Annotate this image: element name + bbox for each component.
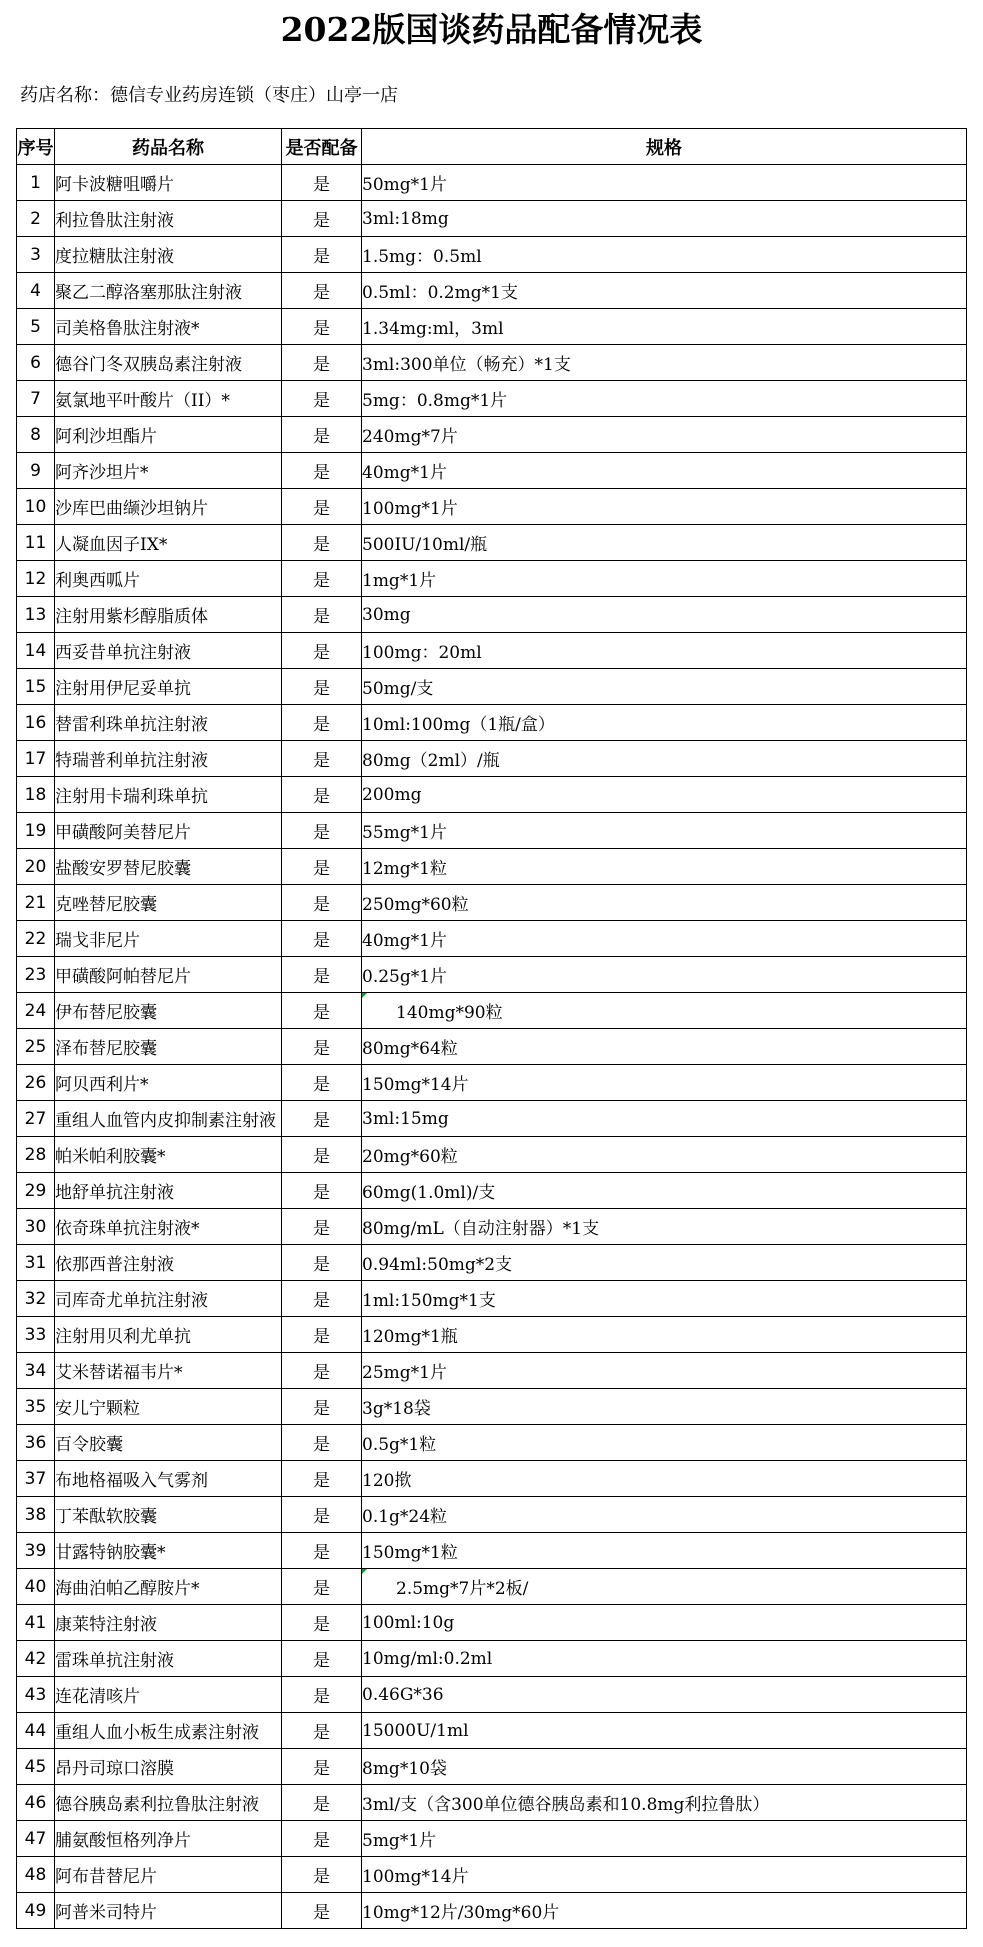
drug-table bbox=[16, 128, 967, 1929]
equipped-status: 是 bbox=[282, 1713, 362, 1749]
drug-name: 阿布昔替尼片 bbox=[55, 1857, 282, 1893]
row-number: 35 bbox=[17, 1389, 55, 1425]
drug-name: 布地格福吸入气雾剂 bbox=[55, 1461, 282, 1497]
table-row bbox=[17, 1137, 967, 1173]
equipped-status: 是 bbox=[282, 1857, 362, 1893]
row-number: 18 bbox=[17, 777, 55, 813]
row-number: 10 bbox=[17, 489, 55, 525]
table-row bbox=[17, 1245, 967, 1281]
drug-spec: 0.5g*1粒 bbox=[362, 1425, 967, 1461]
row-number: 40 bbox=[17, 1569, 55, 1605]
drug-name: 替雷利珠单抗注射液 bbox=[55, 705, 282, 741]
equipped-status: 是 bbox=[282, 633, 362, 669]
row-number: 41 bbox=[17, 1605, 55, 1641]
drug-spec: 50mg/支 bbox=[362, 669, 967, 705]
table-row bbox=[17, 1317, 967, 1353]
equipped-status: 是 bbox=[282, 1785, 362, 1821]
drug-spec: 240mg*7片 bbox=[362, 417, 967, 453]
table-row bbox=[17, 345, 967, 381]
table-row bbox=[17, 1605, 967, 1641]
table-row bbox=[17, 1713, 967, 1749]
equipped-status: 是 bbox=[282, 777, 362, 813]
drug-spec: 30mg bbox=[362, 597, 967, 633]
drug-spec: 8mg*10袋 bbox=[362, 1749, 967, 1785]
drug-spec: 100mg*1片 bbox=[362, 489, 967, 525]
table-row bbox=[17, 1425, 967, 1461]
drug-spec: 0.94ml:50mg*2支 bbox=[362, 1245, 967, 1281]
row-number: 37 bbox=[17, 1461, 55, 1497]
drug-spec: 15000U/1ml bbox=[362, 1713, 967, 1749]
row-number: 7 bbox=[17, 381, 55, 417]
drug-spec: 0.5ml：0.2mg*1支 bbox=[362, 273, 967, 309]
drug-spec: 3ml:300单位（畅充）*1支 bbox=[362, 345, 967, 381]
row-number: 11 bbox=[17, 525, 55, 561]
equipped-status: 是 bbox=[282, 1533, 362, 1569]
table-row bbox=[17, 1065, 967, 1101]
equipped-status: 是 bbox=[282, 957, 362, 993]
drug-name: 西妥昔单抗注射液 bbox=[55, 633, 282, 669]
table-row bbox=[17, 1641, 967, 1677]
equipped-status: 是 bbox=[282, 1065, 362, 1101]
row-number: 38 bbox=[17, 1497, 55, 1533]
equipped-status: 是 bbox=[282, 1101, 362, 1137]
drug-spec: 25mg*1片 bbox=[362, 1353, 967, 1389]
drug-name: 连花清咳片 bbox=[55, 1677, 282, 1713]
row-number: 23 bbox=[17, 957, 55, 993]
drug-spec: 2.5mg*7片*2板/ bbox=[362, 1569, 967, 1605]
drug-spec: 80mg*64粒 bbox=[362, 1029, 967, 1065]
equipped-status: 是 bbox=[282, 453, 362, 489]
equipped-status: 是 bbox=[282, 237, 362, 273]
drug-name: 伊布替尼胶囊 bbox=[55, 993, 282, 1029]
drug-name: 丁苯酞软胶囊 bbox=[55, 1497, 282, 1533]
table-row bbox=[17, 1497, 967, 1533]
equipped-status: 是 bbox=[282, 1497, 362, 1533]
row-number: 34 bbox=[17, 1353, 55, 1389]
drug-spec: 120mg*1瓶 bbox=[362, 1317, 967, 1353]
drug-name: 康莱特注射液 bbox=[55, 1605, 282, 1641]
drug-name: 阿卡波糖咀嚼片 bbox=[55, 165, 282, 201]
equipped-status: 是 bbox=[282, 273, 362, 309]
equipped-status: 是 bbox=[282, 597, 362, 633]
table-row bbox=[17, 1389, 967, 1425]
drug-name: 甘露特钠胶囊* bbox=[55, 1533, 282, 1569]
equipped-status: 是 bbox=[282, 669, 362, 705]
row-number: 9 bbox=[17, 453, 55, 489]
drug-name: 艾米替诺福韦片* bbox=[55, 1353, 282, 1389]
equipped-status: 是 bbox=[282, 1389, 362, 1425]
drug-spec: 500IU/10ml/瓶 bbox=[362, 525, 967, 561]
drug-name: 司美格鲁肽注射液* bbox=[55, 309, 282, 345]
drug-spec: 10mg*12片/30mg*60片 bbox=[362, 1893, 967, 1929]
drug-spec: 55mg*1片 bbox=[362, 813, 967, 849]
drug-name: 利奥西呱片 bbox=[55, 561, 282, 597]
table-row bbox=[17, 633, 967, 669]
equipped-status: 是 bbox=[282, 1353, 362, 1389]
drug-spec: 1mg*1片 bbox=[362, 561, 967, 597]
table-row bbox=[17, 201, 967, 237]
equipped-status: 是 bbox=[282, 1677, 362, 1713]
drug-name: 司库奇尤单抗注射液 bbox=[55, 1281, 282, 1317]
equipped-status: 是 bbox=[282, 525, 362, 561]
table-row bbox=[17, 1677, 967, 1713]
row-number: 20 bbox=[17, 849, 55, 885]
table-row bbox=[17, 489, 967, 525]
drug-name: 盐酸安罗替尼胶囊 bbox=[55, 849, 282, 885]
table-row bbox=[17, 597, 967, 633]
row-number: 3 bbox=[17, 237, 55, 273]
table-row bbox=[17, 417, 967, 453]
cell-marker-icon bbox=[362, 1569, 367, 1574]
table-row bbox=[17, 1569, 967, 1605]
row-number: 33 bbox=[17, 1317, 55, 1353]
table-row bbox=[17, 1461, 967, 1497]
header-spec: 规格 bbox=[362, 129, 967, 165]
drug-name: 人凝血因子IX* bbox=[55, 525, 282, 561]
equipped-status: 是 bbox=[282, 1209, 362, 1245]
row-number: 2 bbox=[17, 201, 55, 237]
header-no: 序号 bbox=[17, 129, 55, 165]
drug-spec: 3g*18袋 bbox=[362, 1389, 967, 1425]
row-number: 31 bbox=[17, 1245, 55, 1281]
drug-spec: 60mg(1.0ml)/支 bbox=[362, 1173, 967, 1209]
drug-name: 特瑞普利单抗注射液 bbox=[55, 741, 282, 777]
drug-spec: 0.25g*1片 bbox=[362, 957, 967, 993]
drug-name: 阿普米司特片 bbox=[55, 1893, 282, 1929]
row-number: 26 bbox=[17, 1065, 55, 1101]
drug-name: 阿利沙坦酯片 bbox=[55, 417, 282, 453]
drug-spec: 150mg*1粒 bbox=[362, 1533, 967, 1569]
equipped-status: 是 bbox=[282, 705, 362, 741]
equipped-status: 是 bbox=[282, 1605, 362, 1641]
drug-name: 甲磺酸阿帕替尼片 bbox=[55, 957, 282, 993]
equipped-status: 是 bbox=[282, 561, 362, 597]
drug-name: 瑞戈非尼片 bbox=[55, 921, 282, 957]
equipped-status: 是 bbox=[282, 381, 362, 417]
table-row bbox=[17, 381, 967, 417]
table-row bbox=[17, 1173, 967, 1209]
row-number: 6 bbox=[17, 345, 55, 381]
equipped-status: 是 bbox=[282, 1029, 362, 1065]
drug-spec: 80mg/mL（自动注射器）*1支 bbox=[362, 1209, 967, 1245]
equipped-status: 是 bbox=[282, 741, 362, 777]
drug-name: 依奇珠单抗注射液* bbox=[55, 1209, 282, 1245]
table-row bbox=[17, 1281, 967, 1317]
row-number: 14 bbox=[17, 633, 55, 669]
row-number: 32 bbox=[17, 1281, 55, 1317]
drug-name: 注射用伊尼妥单抗 bbox=[55, 669, 282, 705]
row-number: 22 bbox=[17, 921, 55, 957]
table-body bbox=[17, 165, 967, 1929]
table-row bbox=[17, 1101, 967, 1137]
drug-name: 度拉糖肽注射液 bbox=[55, 237, 282, 273]
drug-name: 阿齐沙坦片* bbox=[55, 453, 282, 489]
equipped-status: 是 bbox=[282, 885, 362, 921]
equipped-status: 是 bbox=[282, 1137, 362, 1173]
header-drug-name: 药品名称 bbox=[55, 129, 282, 165]
drug-name: 阿贝西利片* bbox=[55, 1065, 282, 1101]
table-row bbox=[17, 165, 967, 201]
row-number: 39 bbox=[17, 1533, 55, 1569]
table-row bbox=[17, 885, 967, 921]
row-number: 48 bbox=[17, 1857, 55, 1893]
equipped-status: 是 bbox=[282, 1425, 362, 1461]
table-row bbox=[17, 561, 967, 597]
equipped-status: 是 bbox=[282, 849, 362, 885]
equipped-status: 是 bbox=[282, 1245, 362, 1281]
row-number: 8 bbox=[17, 417, 55, 453]
table-row bbox=[17, 957, 967, 993]
drug-spec: 40mg*1片 bbox=[362, 453, 967, 489]
drug-name: 百令胶囊 bbox=[55, 1425, 282, 1461]
drug-name: 注射用卡瑞利珠单抗 bbox=[55, 777, 282, 813]
row-number: 1 bbox=[17, 165, 55, 201]
drug-name: 德谷胰岛素利拉鲁肽注射液 bbox=[55, 1785, 282, 1821]
table-header-row bbox=[17, 129, 967, 165]
row-number: 28 bbox=[17, 1137, 55, 1173]
equipped-status: 是 bbox=[282, 165, 362, 201]
table-row bbox=[17, 1785, 967, 1821]
drug-spec: 3ml:15mg bbox=[362, 1101, 967, 1137]
equipped-status: 是 bbox=[282, 1173, 362, 1209]
drug-name: 氨氯地平叶酸片（II）* bbox=[55, 381, 282, 417]
drug-spec: 3ml/支（含300单位德谷胰岛素和10.8mg利拉鲁肽） bbox=[362, 1785, 967, 1821]
drug-spec: 250mg*60粒 bbox=[362, 885, 967, 921]
table-row bbox=[17, 741, 967, 777]
drug-name: 脯氨酸恒格列净片 bbox=[55, 1821, 282, 1857]
equipped-status: 是 bbox=[282, 1893, 362, 1929]
drug-name: 沙库巴曲缬沙坦钠片 bbox=[55, 489, 282, 525]
row-number: 24 bbox=[17, 993, 55, 1029]
drug-spec: 120揿 bbox=[362, 1461, 967, 1497]
drug-spec: 140mg*90粒 bbox=[362, 993, 967, 1029]
drug-spec: 12mg*1粒 bbox=[362, 849, 967, 885]
drug-name: 帕米帕利胶囊* bbox=[55, 1137, 282, 1173]
drug-spec: 5mg：0.8mg*1片 bbox=[362, 381, 967, 417]
row-number: 44 bbox=[17, 1713, 55, 1749]
drug-name: 利拉鲁肽注射液 bbox=[55, 201, 282, 237]
table-row bbox=[17, 1821, 967, 1857]
drug-spec: 100mg*14片 bbox=[362, 1857, 967, 1893]
equipped-status: 是 bbox=[282, 1569, 362, 1605]
row-number: 25 bbox=[17, 1029, 55, 1065]
equipped-status: 是 bbox=[282, 1749, 362, 1785]
drug-spec: 40mg*1片 bbox=[362, 921, 967, 957]
drug-spec: 10ml:100mg（1瓶/盒） bbox=[362, 705, 967, 741]
table-row bbox=[17, 849, 967, 885]
row-number: 15 bbox=[17, 669, 55, 705]
drug-spec: 1.34mg:ml，3ml bbox=[362, 309, 967, 345]
table-row bbox=[17, 1029, 967, 1065]
drug-name: 安儿宁颗粒 bbox=[55, 1389, 282, 1425]
table-row bbox=[17, 1749, 967, 1785]
equipped-status: 是 bbox=[282, 489, 362, 525]
drug-spec: 1ml:150mg*1支 bbox=[362, 1281, 967, 1317]
table-row bbox=[17, 993, 967, 1029]
drug-name: 海曲泊帕乙醇胺片* bbox=[55, 1569, 282, 1605]
drug-spec: 100mg：20ml bbox=[362, 633, 967, 669]
row-number: 27 bbox=[17, 1101, 55, 1137]
equipped-status: 是 bbox=[282, 813, 362, 849]
table-row bbox=[17, 921, 967, 957]
table-row bbox=[17, 813, 967, 849]
drug-spec: 50mg*1片 bbox=[362, 165, 967, 201]
page-title: 2022版国谈药品配备情况表 bbox=[280, 10, 703, 49]
equipped-status: 是 bbox=[282, 417, 362, 453]
row-number: 49 bbox=[17, 1893, 55, 1929]
header-equipped: 是否配备 bbox=[282, 129, 362, 165]
equipped-status: 是 bbox=[282, 1641, 362, 1677]
drug-spec: 80mg（2ml）/瓶 bbox=[362, 741, 967, 777]
table-row bbox=[17, 237, 967, 273]
drug-spec: 0.1g*24粒 bbox=[362, 1497, 967, 1533]
table-row bbox=[17, 273, 967, 309]
equipped-status: 是 bbox=[282, 345, 362, 381]
drug-spec: 150mg*14片 bbox=[362, 1065, 967, 1101]
equipped-status: 是 bbox=[282, 921, 362, 957]
drug-spec: 5mg*1片 bbox=[362, 1821, 967, 1857]
drug-spec: 200mg bbox=[362, 777, 967, 813]
equipped-status: 是 bbox=[282, 1281, 362, 1317]
drug-name: 聚乙二醇洛塞那肽注射液 bbox=[55, 273, 282, 309]
row-number: 21 bbox=[17, 885, 55, 921]
row-number: 46 bbox=[17, 1785, 55, 1821]
table-row bbox=[17, 1893, 967, 1929]
row-number: 19 bbox=[17, 813, 55, 849]
table-row bbox=[17, 669, 967, 705]
cell-marker-icon bbox=[362, 993, 367, 998]
table-row bbox=[17, 525, 967, 561]
row-number: 42 bbox=[17, 1641, 55, 1677]
drug-name: 注射用贝利尤单抗 bbox=[55, 1317, 282, 1353]
equipped-status: 是 bbox=[282, 1461, 362, 1497]
drug-name: 地舒单抗注射液 bbox=[55, 1173, 282, 1209]
row-number: 12 bbox=[17, 561, 55, 597]
drug-name: 泽布替尼胶囊 bbox=[55, 1029, 282, 1065]
table-row bbox=[17, 1353, 967, 1389]
row-number: 47 bbox=[17, 1821, 55, 1857]
table-row bbox=[17, 1857, 967, 1893]
drug-name: 昂丹司琼口溶膜 bbox=[55, 1749, 282, 1785]
drug-name: 注射用紫杉醇脂质体 bbox=[55, 597, 282, 633]
drug-spec: 20mg*60粒 bbox=[362, 1137, 967, 1173]
equipped-status: 是 bbox=[282, 201, 362, 237]
equipped-status: 是 bbox=[282, 1317, 362, 1353]
row-number: 45 bbox=[17, 1749, 55, 1785]
drug-name: 雷珠单抗注射液 bbox=[55, 1641, 282, 1677]
drug-spec: 3ml:18mg bbox=[362, 201, 967, 237]
row-number: 13 bbox=[17, 597, 55, 633]
equipped-status: 是 bbox=[282, 1821, 362, 1857]
row-number: 30 bbox=[17, 1209, 55, 1245]
row-number: 36 bbox=[17, 1425, 55, 1461]
drug-spec: 100ml:10g bbox=[362, 1605, 967, 1641]
drug-spec: 0.46G*36 bbox=[362, 1677, 967, 1713]
row-number: 17 bbox=[17, 741, 55, 777]
table-row bbox=[17, 453, 967, 489]
drug-name: 克唑替尼胶囊 bbox=[55, 885, 282, 921]
equipped-status: 是 bbox=[282, 309, 362, 345]
drug-spec: 1.5mg：0.5ml bbox=[362, 237, 967, 273]
table-row bbox=[17, 777, 967, 813]
store-name: 药店名称：德信专业药房连锁（枣庄）山亭一店 bbox=[20, 85, 398, 106]
table-row bbox=[17, 1209, 967, 1245]
row-number: 43 bbox=[17, 1677, 55, 1713]
equipped-status: 是 bbox=[282, 993, 362, 1029]
drug-name: 重组人血小板生成素注射液 bbox=[55, 1713, 282, 1749]
drug-name: 依那西普注射液 bbox=[55, 1245, 282, 1281]
table-row bbox=[17, 1533, 967, 1569]
row-number: 29 bbox=[17, 1173, 55, 1209]
drug-name: 重组人血管内皮抑制素注射液 bbox=[55, 1101, 282, 1137]
row-number: 5 bbox=[17, 309, 55, 345]
drug-name: 德谷门冬双胰岛素注射液 bbox=[55, 345, 282, 381]
table-row bbox=[17, 705, 967, 741]
drug-name: 甲磺酸阿美替尼片 bbox=[55, 813, 282, 849]
row-number: 16 bbox=[17, 705, 55, 741]
drug-spec: 10mg/ml:0.2ml bbox=[362, 1641, 967, 1677]
row-number: 4 bbox=[17, 273, 55, 309]
table-row bbox=[17, 309, 967, 345]
